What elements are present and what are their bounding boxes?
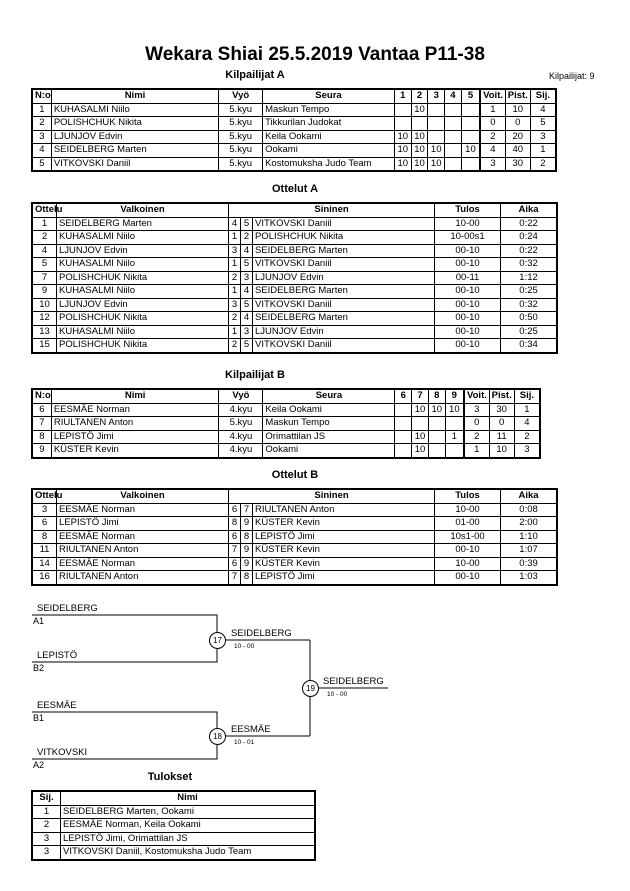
table-cell: 8 bbox=[33, 430, 52, 444]
table-cell: 4 bbox=[229, 217, 241, 231]
results-table bbox=[32, 791, 315, 860]
table-cell: 10 bbox=[394, 144, 411, 158]
table-cell: 3 bbox=[241, 325, 253, 339]
table-cell: Orimattilan JS bbox=[263, 430, 395, 444]
table-cell: 3 bbox=[229, 298, 241, 312]
table-cell: 0:32 bbox=[501, 298, 557, 312]
table-cell: 00-10 bbox=[435, 258, 501, 272]
table-cell: KUHASALMI Niilo bbox=[51, 103, 218, 117]
table-cell: 0:25 bbox=[501, 285, 557, 299]
table-cell: 10 bbox=[411, 103, 428, 117]
pool-a-header-cell: Seura bbox=[263, 90, 395, 104]
table-cell: 10-00s1 bbox=[435, 231, 501, 245]
matches-a-header-cell: Valkoinen bbox=[57, 204, 229, 218]
table-cell: 30 bbox=[489, 403, 514, 417]
bracket-final-score: 10 - 00 bbox=[327, 691, 348, 698]
pool-b-title: Kilpailijat B bbox=[225, 369, 285, 381]
matches-b-title: Ottelut B bbox=[271, 469, 319, 481]
table-cell: POLISHCHUK Nikita bbox=[51, 117, 218, 131]
pool-a-header-cell: N:o bbox=[33, 90, 52, 104]
table-cell: 0:24 bbox=[501, 231, 557, 245]
table-cell: SEIDELBERG Marten bbox=[253, 244, 435, 258]
bracket-sf1-bottom-name: LEPISTÖ bbox=[37, 650, 78, 661]
table-cell: VITKOVSKI Daniil bbox=[51, 157, 218, 171]
table-cell: 5.kyu bbox=[219, 103, 263, 117]
table-cell: SEIDELBERG Marten bbox=[253, 312, 435, 326]
table-cell: 2 bbox=[229, 312, 241, 326]
table-cell: VITKOVSKI Daniil, Kostomuksha Judo Team bbox=[61, 846, 315, 860]
pool-b-header-cell: Seura bbox=[263, 390, 395, 404]
table-cell: 00-10 bbox=[435, 571, 501, 585]
pool-b-header-cell: Voit. bbox=[464, 390, 489, 404]
table-cell: POLISHCHUK Nikita bbox=[253, 231, 435, 245]
table-cell: 2 bbox=[33, 819, 61, 833]
table-cell: 8 bbox=[241, 571, 253, 585]
table-cell: 9 bbox=[241, 517, 253, 531]
table-cell: 10 bbox=[505, 103, 530, 117]
pool-b-header-cell: 7 bbox=[412, 390, 429, 404]
table-cell: 4.kyu bbox=[219, 430, 263, 444]
table-cell: EESMÄE Norman bbox=[57, 530, 229, 544]
table-cell: 10 bbox=[394, 157, 411, 171]
table-cell: 2 bbox=[229, 271, 241, 285]
table-cell: 4 bbox=[514, 417, 539, 431]
table-cell: 5.kyu bbox=[219, 130, 263, 144]
table-cell: 1 bbox=[514, 403, 539, 417]
table-cell: 9 bbox=[241, 544, 253, 558]
table-cell: 4 bbox=[33, 144, 52, 158]
table-cell: VITKOVSKI Daniil bbox=[253, 339, 435, 353]
table-cell: 10 bbox=[411, 157, 428, 171]
table-cell: 10 bbox=[411, 130, 428, 144]
bracket-final-winner: SEIDELBERG bbox=[323, 676, 384, 687]
table-cell: 5 bbox=[33, 258, 57, 272]
table-cell: 7 bbox=[33, 417, 52, 431]
table-cell: 1 bbox=[445, 430, 464, 444]
table-cell: 3 bbox=[33, 832, 61, 846]
table-cell: 0:39 bbox=[501, 557, 557, 571]
table-cell: RIULTANEN Anton bbox=[57, 544, 229, 558]
table-cell: LEPISTÖ Jimi bbox=[57, 517, 229, 531]
pool-a-title: Kilpailijat A bbox=[225, 69, 285, 81]
bracket-match-17: 17 bbox=[209, 632, 226, 649]
table-cell: 4.kyu bbox=[219, 444, 263, 458]
table-cell: 1 bbox=[464, 444, 489, 458]
table-cell: RIULTANEN Anton bbox=[51, 417, 219, 431]
table-cell: SEIDELBERG Marten, Ookami bbox=[61, 805, 315, 819]
table-cell: 4 bbox=[530, 103, 555, 117]
table-cell: 5 bbox=[241, 258, 253, 272]
table-cell: 1 bbox=[229, 285, 241, 299]
pool-b-header-cell: Pist. bbox=[489, 390, 514, 404]
table-cell: SEIDELBERG Marten bbox=[51, 144, 218, 158]
bracket-sf2-top-name: EESMÄE bbox=[37, 700, 77, 711]
pool-b-header-cell: N:o bbox=[33, 390, 52, 404]
table-cell: KUHASALMI Niilo bbox=[57, 258, 229, 272]
table-cell: 2:00 bbox=[501, 517, 557, 531]
pool-b-header-cell: Vyö bbox=[219, 390, 263, 404]
table-cell: 10-00 bbox=[435, 217, 501, 231]
table-cell: Keila Ookami bbox=[263, 403, 395, 417]
table-cell: 13 bbox=[33, 325, 57, 339]
table-cell: 0:22 bbox=[501, 244, 557, 258]
table-cell: 11 bbox=[489, 430, 514, 444]
table-cell: 10 bbox=[489, 444, 514, 458]
table-cell: 40 bbox=[505, 144, 530, 158]
table-cell: Tikkurilan Judokat bbox=[263, 117, 395, 131]
table-cell: 8 bbox=[229, 517, 241, 531]
table-cell: 7 bbox=[33, 271, 57, 285]
table-cell: KUHASALMI Niilo bbox=[57, 325, 229, 339]
table-cell: KÜSTER Kevin bbox=[253, 544, 435, 558]
bracket-sf1-winner: SEIDELBERG bbox=[231, 628, 292, 639]
table-cell: 0:32 bbox=[501, 258, 557, 272]
table-cell: 4.kyu bbox=[219, 403, 263, 417]
table-cell: 16 bbox=[33, 571, 57, 585]
table-cell: Ookami bbox=[263, 144, 395, 158]
table-cell: 10 bbox=[445, 403, 464, 417]
table-cell: SEIDELBERG Marten bbox=[57, 217, 229, 231]
table-cell: 4 bbox=[33, 244, 57, 258]
table-cell: 11 bbox=[33, 544, 57, 558]
table-cell: 1 bbox=[229, 325, 241, 339]
table-cell: LJUNJOV Edvin bbox=[57, 298, 229, 312]
table-cell: 10 bbox=[412, 444, 429, 458]
table-cell: 2 bbox=[33, 231, 57, 245]
table-cell: 10 bbox=[461, 144, 480, 158]
bracket-sf2-score: 10 - 01 bbox=[234, 739, 255, 746]
table-cell: 1:07 bbox=[501, 544, 557, 558]
table-cell: EESMÄE Norman bbox=[57, 557, 229, 571]
table-cell: 2 bbox=[229, 339, 241, 353]
table-cell: 20 bbox=[505, 130, 530, 144]
table-cell: 00-10 bbox=[435, 298, 501, 312]
table-cell: 5.kyu bbox=[219, 117, 263, 131]
table-cell: 00-10 bbox=[435, 285, 501, 299]
table-cell: 4 bbox=[480, 144, 505, 158]
table-cell: POLISHCHUK Nikita bbox=[57, 312, 229, 326]
table-cell: Keila Ookami bbox=[263, 130, 395, 144]
table-cell: 10 bbox=[428, 403, 445, 417]
page-title: Wekara Shiai 25.5.2019 Vantaa P11-38 bbox=[145, 44, 485, 65]
table-cell: 7 bbox=[241, 503, 253, 517]
table-cell: 5.kyu bbox=[219, 157, 263, 171]
bracket-sf2-bottom-name: VITKOVSKI bbox=[37, 747, 88, 758]
bracket-sf1-top-name: SEIDELBERG bbox=[37, 603, 98, 614]
table-cell: 5 bbox=[241, 217, 253, 231]
table-cell: 00-10 bbox=[435, 244, 501, 258]
bracket-match-18: 18 bbox=[209, 728, 226, 745]
pool-b-header-cell: Nimi bbox=[51, 390, 219, 404]
table-cell: 1 bbox=[229, 231, 241, 245]
table-cell: 00-11 bbox=[435, 271, 501, 285]
table-cell: 2 bbox=[33, 117, 52, 131]
table-cell: 30 bbox=[505, 157, 530, 171]
table-cell: LEPISTÖ Jimi bbox=[253, 571, 435, 585]
bracket-sf1-score: 10 - 00 bbox=[234, 643, 255, 650]
table-cell: LJUNJOV Edvin bbox=[51, 130, 218, 144]
table-cell: 0 bbox=[480, 117, 505, 131]
table-cell: 2 bbox=[241, 231, 253, 245]
pool-a-header-cell: 1 bbox=[394, 90, 411, 104]
table-cell: 10-00 bbox=[435, 503, 501, 517]
table-cell: 15 bbox=[33, 339, 57, 353]
table-cell: 10 bbox=[33, 298, 57, 312]
table-cell: 5 bbox=[241, 298, 253, 312]
table-cell: 9 bbox=[33, 444, 52, 458]
table-cell: 00-10 bbox=[435, 339, 501, 353]
table-cell: 0 bbox=[505, 117, 530, 131]
bracket-sf1-top-pos: A1 bbox=[33, 616, 45, 626]
table-cell: 5 bbox=[33, 157, 52, 171]
matches-a-header-cell: Aika bbox=[501, 204, 557, 218]
pool-b-header-cell: 9 bbox=[445, 390, 464, 404]
competitor-count: Kilpailijat: 9 bbox=[549, 71, 595, 81]
table-cell: 00-10 bbox=[435, 544, 501, 558]
pool-a-header-cell: Voit. bbox=[480, 90, 505, 104]
results-header-cell: Nimi bbox=[61, 792, 315, 806]
table-cell: 5.kyu bbox=[219, 144, 263, 158]
bracket-sf2-bottom-pos: A2 bbox=[33, 760, 45, 770]
table-cell: 3 bbox=[33, 503, 57, 517]
table-cell: 1 bbox=[530, 144, 555, 158]
table-cell: 9 bbox=[241, 557, 253, 571]
table-cell: KUHASALMI Niilo bbox=[57, 285, 229, 299]
results-header-row bbox=[33, 792, 315, 806]
table-cell: 4 bbox=[241, 244, 253, 258]
table-cell: 8 bbox=[241, 530, 253, 544]
table-row bbox=[33, 846, 315, 860]
table-cell: KÜSTER Kevin bbox=[51, 444, 219, 458]
table-cell: 0:50 bbox=[501, 312, 557, 326]
table-cell: 1 bbox=[33, 805, 61, 819]
table-cell: 3 bbox=[530, 130, 555, 144]
table-cell: LEPISTÖ Jimi bbox=[51, 430, 219, 444]
pool-b-header-cell: 8 bbox=[428, 390, 445, 404]
pool-a-header-cell: Vyö bbox=[219, 90, 263, 104]
bracket-match-19: 19 bbox=[302, 680, 319, 697]
bracket-sf1-bottom-pos: B2 bbox=[33, 663, 45, 673]
table-cell: 2 bbox=[480, 130, 505, 144]
table-row bbox=[33, 805, 315, 819]
pool-a-header-cell: 4 bbox=[445, 90, 462, 104]
table-cell: 10 bbox=[411, 144, 428, 158]
table-cell: LJUNJOV Edvin bbox=[253, 325, 435, 339]
table-cell: 10 bbox=[428, 157, 445, 171]
table-cell: VITKOVSKI Daniil bbox=[253, 258, 435, 272]
table-cell: 7 bbox=[229, 571, 241, 585]
matches-a-header-cell: Tulos bbox=[435, 204, 501, 218]
matches-b-header-cell: Tulos bbox=[435, 490, 501, 504]
table-cell: 1:10 bbox=[501, 530, 557, 544]
table-cell: 10s1-00 bbox=[435, 530, 501, 544]
table-cell: 0 bbox=[489, 417, 514, 431]
table-cell: 1 bbox=[229, 258, 241, 272]
table-cell: 6 bbox=[229, 530, 241, 544]
table-cell: RIULTANEN Anton bbox=[57, 571, 229, 585]
table-cell: 6 bbox=[33, 403, 52, 417]
table-cell: VITKOVSKI Daniil bbox=[253, 217, 435, 231]
table-cell: 12 bbox=[33, 312, 57, 326]
table-cell: KÜSTER Kevin bbox=[253, 557, 435, 571]
matches-a-header-cell: Sininen bbox=[229, 204, 435, 218]
table-cell: Ookami bbox=[263, 444, 395, 458]
table-cell: Maskun Tempo bbox=[263, 417, 395, 431]
pool-a-header-cell: Pist. bbox=[505, 90, 530, 104]
table-cell: 9 bbox=[33, 285, 57, 299]
table-cell: 10 bbox=[428, 144, 445, 158]
table-cell: Maskun Tempo bbox=[263, 103, 395, 117]
table-cell: 3 bbox=[514, 444, 539, 458]
table-cell: KÜSTER Kevin bbox=[253, 517, 435, 531]
table-cell: EESMÄE Norman bbox=[57, 503, 229, 517]
table-cell: LEPISTÖ Jimi bbox=[253, 530, 435, 544]
table-cell: LJUNJOV Edvin bbox=[253, 271, 435, 285]
table-cell: 10 bbox=[412, 403, 429, 417]
table-cell: Kostomuksha Judo Team bbox=[263, 157, 395, 171]
table-cell: POLISHCHUK Nikita bbox=[57, 339, 229, 353]
table-cell: EESMÄE Norman, Keila Ookami bbox=[61, 819, 315, 833]
matches-a-header-cell: Ottelu bbox=[33, 204, 57, 218]
table-row bbox=[33, 819, 315, 833]
table-cell: LJUNJOV Edvin bbox=[57, 244, 229, 258]
table-cell: 6 bbox=[229, 557, 241, 571]
table-cell: 1:12 bbox=[501, 271, 557, 285]
table-row bbox=[33, 832, 315, 846]
table-cell: 4 bbox=[241, 285, 253, 299]
table-cell: 0 bbox=[464, 417, 489, 431]
table-cell: 10 bbox=[412, 430, 429, 444]
table-cell: 3 bbox=[229, 244, 241, 258]
table-cell: 3 bbox=[464, 403, 489, 417]
bracket-sf2-top-pos: B1 bbox=[33, 713, 45, 723]
matches-a-title: Ottelut A bbox=[271, 183, 319, 195]
table-cell: LEPISTÖ Jimi, Orimattilan JS bbox=[61, 832, 315, 846]
table-cell: 01-00 bbox=[435, 517, 501, 531]
table-cell: 5 bbox=[530, 117, 555, 131]
pool-b-header-cell: 6 bbox=[395, 390, 412, 404]
table-cell: 10 bbox=[394, 130, 411, 144]
matches-b-header-cell: Ottelu bbox=[33, 490, 57, 504]
table-cell: 6 bbox=[229, 503, 241, 517]
table-cell: 1 bbox=[33, 217, 57, 231]
table-cell: RIULTANEN Anton bbox=[253, 503, 435, 517]
pool-a-header-cell: Sij. bbox=[530, 90, 555, 104]
table-cell: 1:03 bbox=[501, 571, 557, 585]
pool-a-header-cell: 3 bbox=[428, 90, 445, 104]
table-cell: 1 bbox=[480, 103, 505, 117]
table-cell: EESMÄE Norman bbox=[51, 403, 219, 417]
table-cell: 00-10 bbox=[435, 325, 501, 339]
table-cell: 14 bbox=[33, 557, 57, 571]
table-cell: 1 bbox=[33, 103, 52, 117]
table-cell: 00-10 bbox=[435, 312, 501, 326]
pool-b-header-cell: Sij. bbox=[514, 390, 539, 404]
pool-a-header-cell: 5 bbox=[461, 90, 480, 104]
table-cell: 0:08 bbox=[501, 503, 557, 517]
table-cell: 2 bbox=[514, 430, 539, 444]
table-cell: 0:34 bbox=[501, 339, 557, 353]
table-cell: 10-00 bbox=[435, 557, 501, 571]
matches-b-header-cell: Sininen bbox=[229, 490, 435, 504]
pool-a-header-cell: 2 bbox=[411, 90, 428, 104]
table-cell: 4 bbox=[241, 312, 253, 326]
pool-a-header-cell: Nimi bbox=[51, 90, 218, 104]
table-cell: 5.kyu bbox=[219, 417, 263, 431]
table-cell: 3 bbox=[480, 157, 505, 171]
table-cell: 2 bbox=[530, 157, 555, 171]
table-cell: 2 bbox=[464, 430, 489, 444]
matches-b-header-cell: Aika bbox=[501, 490, 557, 504]
results-header-cell: Sij. bbox=[33, 792, 61, 806]
table-cell: 3 bbox=[33, 130, 52, 144]
bracket-sf2-winner: EESMÄE bbox=[231, 724, 271, 735]
table-cell: 0:25 bbox=[501, 325, 557, 339]
table-cell: SEIDELBERG Marten bbox=[253, 285, 435, 299]
table-cell: 8 bbox=[33, 530, 57, 544]
table-cell: VITKOVSKI Daniil bbox=[253, 298, 435, 312]
table-cell: 6 bbox=[33, 517, 57, 531]
table-cell: 0:22 bbox=[501, 217, 557, 231]
results-title: Tulokset bbox=[147, 771, 193, 783]
table-cell: POLISHCHUK Nikita bbox=[57, 271, 229, 285]
table-cell: 3 bbox=[241, 271, 253, 285]
matches-b-header-cell: Valkoinen bbox=[57, 490, 229, 504]
table-cell: 7 bbox=[229, 544, 241, 558]
table-cell: 3 bbox=[33, 846, 61, 860]
table-cell: 5 bbox=[241, 339, 253, 353]
table-cell: KUHASALMI Niilo bbox=[57, 231, 229, 245]
